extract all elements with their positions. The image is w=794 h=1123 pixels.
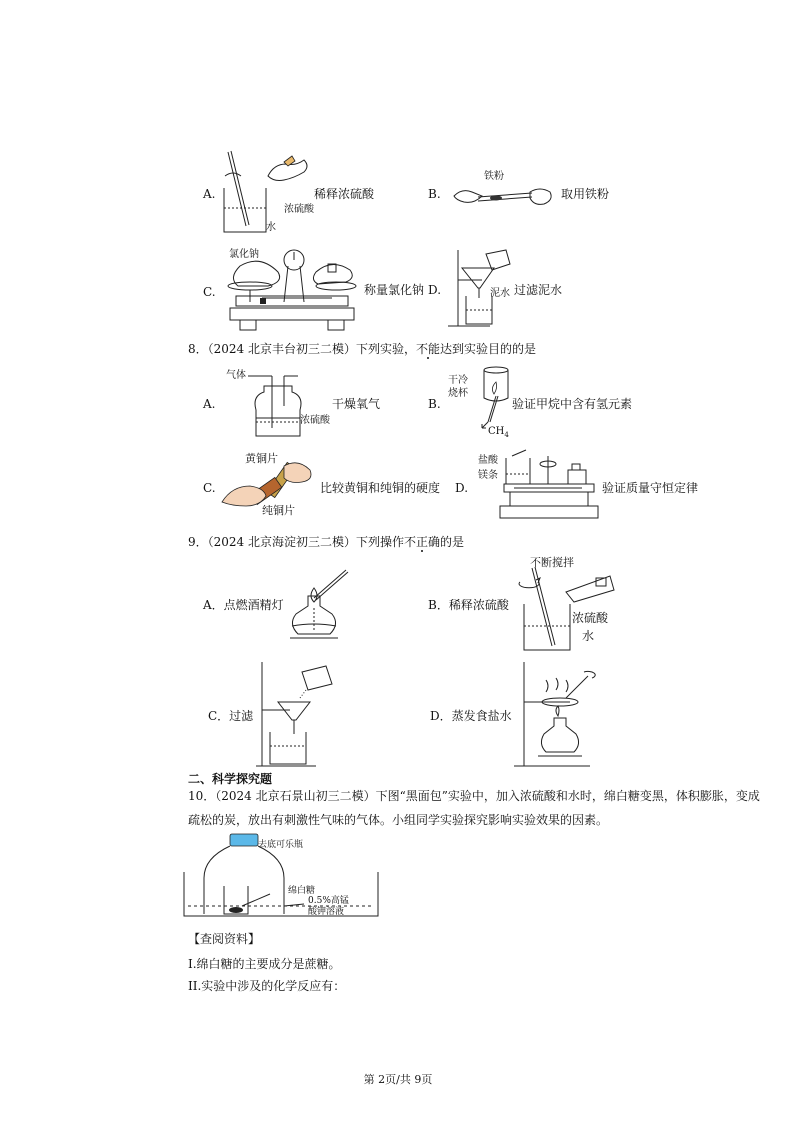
q8-stem: [188, 342, 536, 356]
q8-b-label: 验证甲烷中含有氢元素: [512, 397, 633, 411]
q8-a-letter: A.: [203, 397, 216, 411]
q8-d-sub1: 盐酸: [478, 455, 498, 466]
q9-b-sub2: 浓硫酸: [572, 611, 609, 625]
q7-c-sub1: 氯化钠: [229, 249, 259, 260]
q7-d-letter: D.: [428, 283, 442, 297]
q9-suffix: 的是: [440, 535, 465, 549]
q8-c-sub1: 黄铜片: [245, 452, 278, 465]
q10-ref-title: 【查阅资料】: [188, 932, 261, 946]
q9-c-label: C．过滤: [208, 709, 254, 723]
q9-d-label: D．蒸发食盐水: [430, 709, 512, 723]
q8-prefix: 8．（2024 北京丰台初三二模）下列实验，: [188, 342, 416, 356]
q9-b-label: B．稀释浓硫酸: [428, 598, 509, 612]
q8-c-sub2: 纯铜片: [262, 504, 295, 517]
q7-d-label: 过滤泥水: [514, 283, 563, 297]
q8-b-sub1: 干冷: [448, 375, 468, 386]
q7-a-sub1: 浓硫酸: [284, 204, 314, 215]
q7-a-letter: A.: [203, 187, 216, 201]
q7-c-letter: C.: [203, 285, 216, 299]
q7-c-label: 称量氯化钠: [364, 283, 425, 297]
section2-title: 二、科学探究题: [188, 772, 273, 786]
q8-a-label: 干燥氧气: [332, 397, 381, 411]
q8-b-figure: [476, 364, 516, 434]
q8-suffix: 达到实验目的的是: [440, 342, 537, 356]
q8-d-label: 验证质量守恒定律: [602, 481, 699, 495]
q10-ref1: I.绵白糖的主要成分是蔗糖。: [188, 957, 341, 971]
q10-ref2: II.实验中涉及的化学反应有：: [188, 979, 346, 993]
q8-a-sub1: 气体: [226, 370, 246, 381]
q9-emph: 不正确: [404, 535, 441, 549]
q8-a-sub2: 浓硫酸: [300, 415, 330, 426]
q10-line1: 10．（2024 北京石景山初三二模）下图“黑面包”实验中，加入浓硫酸和水时，绵白糖变黑，体积膨胀，变成: [188, 789, 760, 803]
q9-d-figure: [510, 662, 600, 770]
q8-b-letter: B.: [428, 397, 441, 411]
q8-b-sub2: 烧杯: [448, 388, 468, 399]
q7-d-sub1: 泥水: [490, 288, 510, 299]
q7-b-label: 取用铁粉: [561, 187, 610, 201]
q8-c-label: 比较黄铜和纯铜的硬度: [320, 481, 441, 495]
q7-b-letter: B.: [428, 187, 441, 201]
q7-b-figure: [452, 182, 556, 212]
q7-b-sub1: 铁粉: [484, 171, 504, 182]
q9-stem: [188, 535, 464, 549]
page-number: 第 2页/共 9页: [363, 1073, 433, 1086]
q10-fig-label1: 去底可乐瓶: [258, 840, 304, 850]
q9-a-figure: [284, 566, 354, 646]
q8-d-sub2: 镁条: [478, 470, 498, 481]
q10-fig-label4: 酸钾溶液: [308, 907, 345, 917]
q8-d-figure: [500, 450, 600, 526]
q8-a-figure: [248, 366, 308, 438]
q7-c-figure: [222, 246, 362, 334]
q8-c-letter: C.: [203, 481, 216, 495]
q8-emph: 不能: [416, 342, 441, 356]
q8-b-ch4: $CH_4$: [488, 426, 509, 439]
q7-a-label: 稀释浓硫酸: [314, 187, 375, 201]
q8-d-letter: D.: [455, 481, 469, 495]
q10-line2: 疏松的炭，放出有刺激性气味的气体。小组同学实验探究影响实验效果的因素。: [188, 813, 609, 827]
q9-b-sub1: 不断搅拌: [530, 556, 574, 569]
q10-fig-label3: 0.5%高锰: [308, 896, 349, 906]
q9-a-label: A．点燃酒精灯: [203, 598, 284, 612]
q9-c-figure: [256, 662, 336, 770]
q7-a-sub2: 水: [266, 222, 276, 233]
q9-prefix: 9．（2024 北京海淀初三二模）下列操作: [188, 535, 404, 549]
q9-b-sub3: 水: [582, 629, 595, 643]
q10-fig-label2: 绵白糖: [288, 886, 316, 896]
